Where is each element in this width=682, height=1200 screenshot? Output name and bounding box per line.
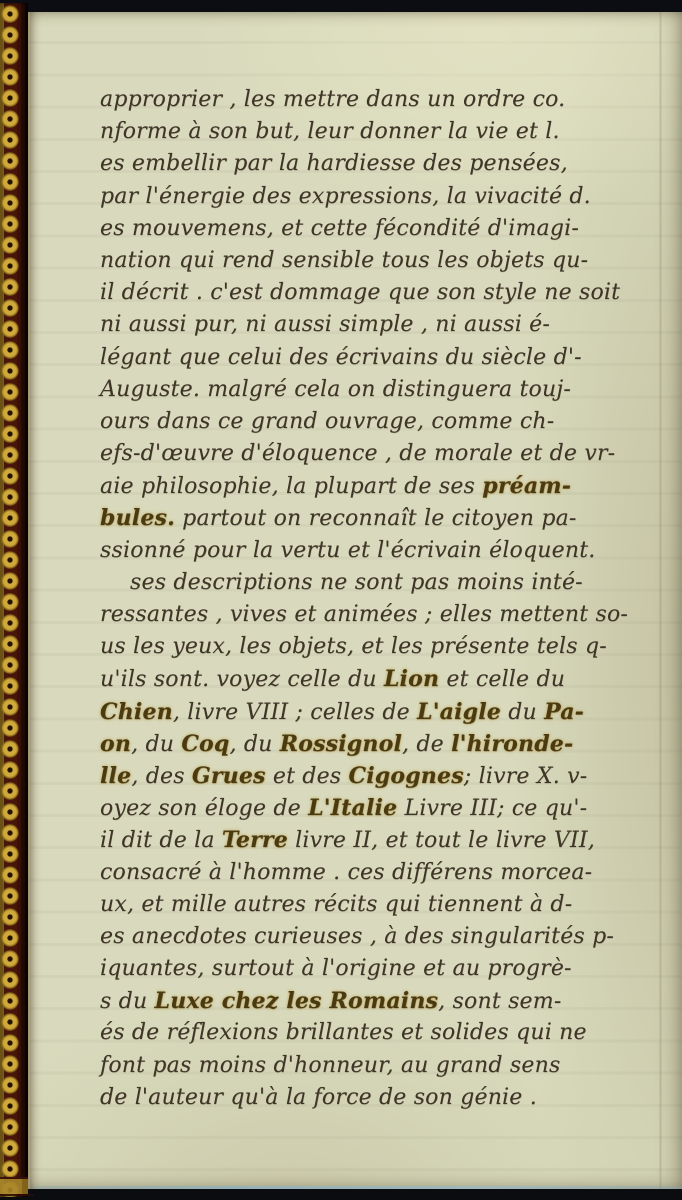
paper-crease (659, 12, 662, 1189)
emphasized-word: Pa- (544, 698, 585, 725)
manuscript-line (100, 277, 656, 309)
text-segment: ours dans ce grand ouvrage, comme ch- (100, 408, 555, 434)
manuscript-line (100, 148, 656, 180)
emphasized-word: Grues (191, 762, 266, 789)
text-segment: , sont sem- (438, 989, 562, 1015)
emphasized-word: lle (100, 762, 132, 789)
text-segment: , du (131, 731, 182, 757)
text-segment: légant que celui des écrivains du siècle d'- (100, 344, 582, 370)
text-segment: aie philosophie, la plupart de ses (100, 474, 483, 500)
manuscript-line (100, 663, 656, 695)
emphasized-word: bules. (100, 505, 175, 532)
manuscript-line (100, 181, 656, 213)
manuscript-line (100, 696, 656, 728)
text-segment: de l'auteur qu'à la force de son génie . (100, 1084, 537, 1110)
manuscript-line (100, 631, 656, 663)
emphasized-word: Coq (181, 730, 230, 757)
text-segment: il dit de la (100, 828, 222, 854)
text-segment: , des (131, 763, 192, 789)
text-segment: u'ils sont. voyez celle du (100, 667, 384, 693)
emphasized-word: L'aigle (417, 698, 502, 725)
text-segment: Livre III; ce qu'- (397, 796, 588, 822)
manuscript-line (100, 309, 656, 341)
manuscript-line (100, 792, 656, 824)
manuscript-line (100, 342, 656, 374)
manuscript-line (100, 824, 656, 856)
text-segment: du (501, 699, 545, 725)
manuscript-line (100, 1017, 656, 1049)
manuscript-line (100, 953, 656, 985)
manuscript-line (100, 116, 656, 148)
manuscript-line (100, 1050, 656, 1082)
text-segment: nforme à son but, leur donner la vie et l. (100, 119, 560, 145)
manuscript-line (100, 760, 656, 792)
manuscript-page (28, 12, 682, 1189)
text-segment: par l'énergie des expressions, la vivacité d. (100, 183, 591, 209)
emphasized-word: Rossignol (279, 730, 403, 757)
emphasized-word: Chien (100, 698, 173, 725)
manuscript-line (100, 213, 656, 245)
text-segment: ; livre X. v- (463, 763, 588, 789)
manuscript-line (100, 567, 656, 599)
page-bottom-edge (34, 1186, 682, 1189)
emphasized-word: l'hironde- (451, 730, 574, 757)
manuscript-line (100, 857, 656, 889)
emphasized-word: on (100, 730, 132, 757)
manuscript-line (100, 502, 656, 534)
text-segment: es anecdotes curieuses , à des singularités p- (100, 923, 615, 949)
text-segment: Auguste. malgré cela on distinguera touj- (100, 376, 572, 402)
text-segment: ressantes , vives et animées ; elles mettent so- (100, 602, 629, 627)
emphasized-word: préam- (482, 473, 572, 500)
manuscript-line (100, 406, 656, 438)
manuscript-line (100, 921, 656, 953)
text-segment: ses descriptions ne sont pas moins inté- (130, 569, 583, 595)
text-segment: oyez son éloge de (100, 796, 309, 822)
text-segment: ssionné pour la vertu et l'écrivain éloquent. (100, 537, 596, 563)
manuscript-line (100, 889, 656, 921)
text-segment: , livre VIII ; celles de (172, 699, 418, 725)
text-segment: iquantes, surtout à l'origine et au progrè- (100, 956, 572, 982)
text-segment: us les yeux, les objets, et les présente tels q- (100, 634, 607, 660)
text-segment: livre II, et tout le livre VII, (287, 828, 595, 854)
text-segment: il décrit . c'est dommage que son style ne soit (100, 280, 621, 306)
text-segment: , de (402, 731, 452, 757)
manuscript-line (100, 374, 656, 406)
text-segment: ni aussi pur, ni aussi simple , ni aussi é- (100, 312, 550, 338)
text-segment: es mouvemens, et cette fécondité d'imagi- (100, 215, 580, 241)
manuscript-line (100, 470, 656, 502)
manuscript-line (100, 985, 656, 1017)
emphasized-word: Cigognes (348, 762, 464, 789)
emphasized-word: L'Italie (308, 795, 398, 822)
text-segment: et des (265, 763, 349, 789)
text-segment: és de réflexions brillantes et solides qui ne (100, 1020, 587, 1046)
manuscript-line (100, 1082, 656, 1114)
text-segment: consacré à l'homme . ces différens morcea- (100, 859, 593, 885)
book-binding-spine (0, 3, 28, 1197)
emphasized-word: Lion (383, 666, 440, 693)
text-segment: font pas moins d'honneur, au grand sens (100, 1052, 561, 1078)
text-segment: et celle du (439, 667, 566, 693)
text-segment: s du (100, 989, 155, 1015)
text-segment: efs-d'œuvre d'éloquence , de morale et de vr- (100, 441, 616, 467)
text-segment: partout on reconnaît le citoyen pa- (174, 506, 577, 532)
text-segment: approprier , les mettre dans un ordre co. (100, 87, 566, 112)
text-segment: ux, et mille autres récits qui tiennent à d- (100, 891, 573, 917)
emphasized-word: Terre (221, 827, 288, 854)
manuscript-line (100, 535, 656, 567)
text-segment: , du (229, 731, 280, 757)
manuscript-line (100, 84, 656, 116)
manuscript-line (100, 728, 656, 760)
text-segment: es embellir par la hardiesse des pensées, (100, 151, 568, 177)
text-segment: nation qui rend sensible tous les objets qu- (100, 247, 589, 273)
manuscript-line (100, 245, 656, 277)
emphasized-word: Luxe chez les Romains (154, 988, 439, 1015)
manuscript-line (100, 599, 656, 631)
manuscript-line (100, 438, 656, 470)
manuscript-text (100, 84, 656, 1114)
